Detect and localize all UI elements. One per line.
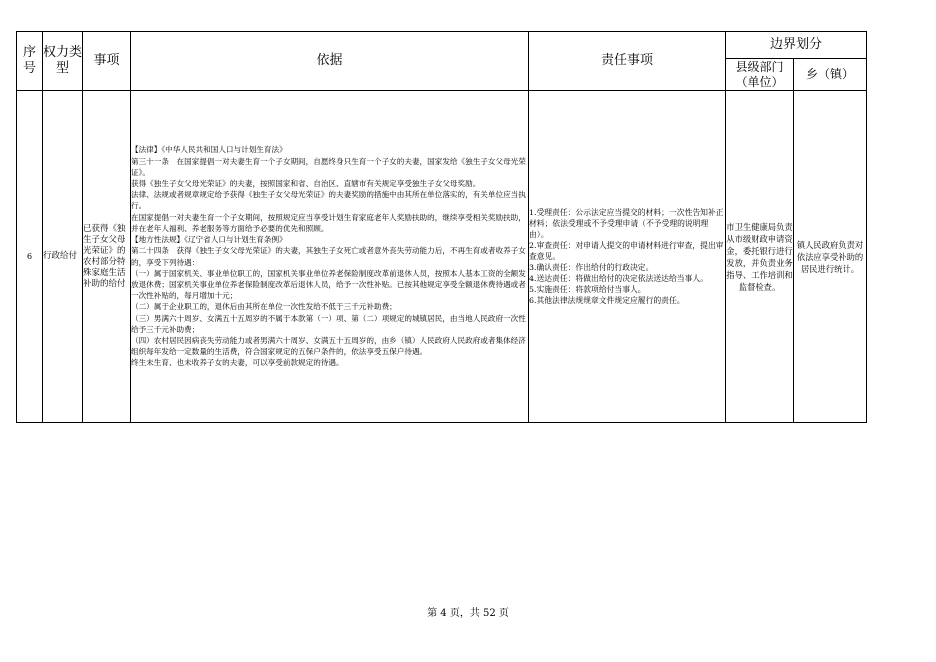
basis-line: 【法律】《中华人民共和国人口与计划生育法》 <box>131 145 287 155</box>
table-row <box>17 91 867 423</box>
responsibility-line: 4.送达责任：将做出给付的决定依法送达给当事人。 <box>529 274 708 283</box>
responsibility-line: 5.实施责任：将款项给付当事人。 <box>529 285 646 294</box>
basis-line: （一）属于国家机关、事业单位职工的，国家机关事业单位养老保险制度改革前退休人员，按照本人基本工资的全额发放退休费；国家机关事业单位养老保险制度改革后退休人员，给予一次性补贴。已按其他规定享受全额退休费待遇或者一次性补贴的，每月增加十元； <box>131 268 526 301</box>
basis-line: 【地方性法规】《辽宁省人口与计划生育条例》 <box>131 235 287 245</box>
basis-line: 法律、法规或者规章规定给予获得《独生子女父母光荣证》的夫妻奖励的措施中由其所在单位落实的，有关单位应当执行。 <box>131 190 526 211</box>
header-county-dept: 县级部门（单位） <box>726 59 794 91</box>
row-basis <box>131 91 529 423</box>
row-seq: 6 <box>17 91 43 423</box>
basis-line: （三）男满六十周岁、女满五十五周岁的不属于本款第（一）项、第（二）项规定的城镇居民，由当地人民政府一次性给予三千元补助费； <box>131 313 526 334</box>
header-basis: 依据 <box>131 32 529 91</box>
basis-line: （四）农村居民因病丧失劳动能力或者男满六十周岁、女满五十五周岁的，由乡（镇）人民政府人民政府或者集体经济组织每年发给一定数量的生活费，符合国家规定的五保户条件的，依法享受五保户待遇。 <box>131 335 526 357</box>
row-responsibility <box>529 91 726 423</box>
basis-line: 第二十四条 获得《独生子女父母光荣证》的夫妻，其独生子女死亡或者意外丧失劳动能力后，不再生育或者收养子女的，享受下列待遇： <box>131 246 526 267</box>
responsibility-line: 3.确认责任：作出给付的行政决定。 <box>529 263 654 272</box>
header-township: 乡（镇） <box>794 59 867 91</box>
basis-line: 获得《独生子女父母光荣证》的夫妻，按照国家和省、自治区、直辖市有关规定享受独生子女父母奖励。 <box>131 179 481 189</box>
basis-line: 在国家提倡一对夫妻生育一个子女期间，按照规定应当享受计划生育家庭老年人奖励扶助的，继续享受相关奖励扶助，并在老年人福利、养老服务等方面给予必要的优先和照顾。 <box>131 212 526 233</box>
row-item: 已获得《独生子女父母光荣证》的农村部分特殊家庭生活补助的给付 <box>83 91 131 423</box>
basis-line: （二）属于企业职工的，退休后由其所在单位一次性发给不低于三千元补助费； <box>131 302 397 312</box>
row-power-type: 行政给付 <box>43 91 83 423</box>
header-boundary: 边界划分 <box>726 32 867 59</box>
header-responsibility: 责任事项 <box>529 32 726 91</box>
row-township: 镇人民政府负责对依法应享受补助的居民进行统计。 <box>794 91 867 423</box>
header-seq: 序号 <box>17 32 43 91</box>
header-item: 事项 <box>83 32 131 91</box>
basis-line: 终生未生育、也未收养子女的夫妻，可以享受前款规定的待遇。 <box>131 358 344 368</box>
header-power-type: 权力类型 <box>43 32 83 91</box>
basis-line: 第三十一条 在国家提倡一对夫妻生育一个子女期间，自愿终身只生育一个子女的夫妻，国家发给《独生子女父母光荣证》。 <box>131 156 526 177</box>
responsibility-line: 6.其他法律法规规章文件规定应履行的责任。 <box>529 296 685 305</box>
row-county-dept: 市卫生健康局负责从市级财政申请资金，委托银行进行发放，并负责业务指导、工作培训和监督检查。 <box>726 91 794 423</box>
power-list-table <box>16 31 867 423</box>
page-footer: 第 4 页，共 52 页 <box>427 608 509 619</box>
responsibility-line: 2.审查责任：对申请人提交的申请材料进行审查，提出审查意见。 <box>529 241 724 261</box>
responsibility-line: 1.受理责任：公示法定应当提交的材料；一次性告知补正材料；依法受理或不予受理申请（不予受理的说明理由）。 <box>529 208 724 239</box>
